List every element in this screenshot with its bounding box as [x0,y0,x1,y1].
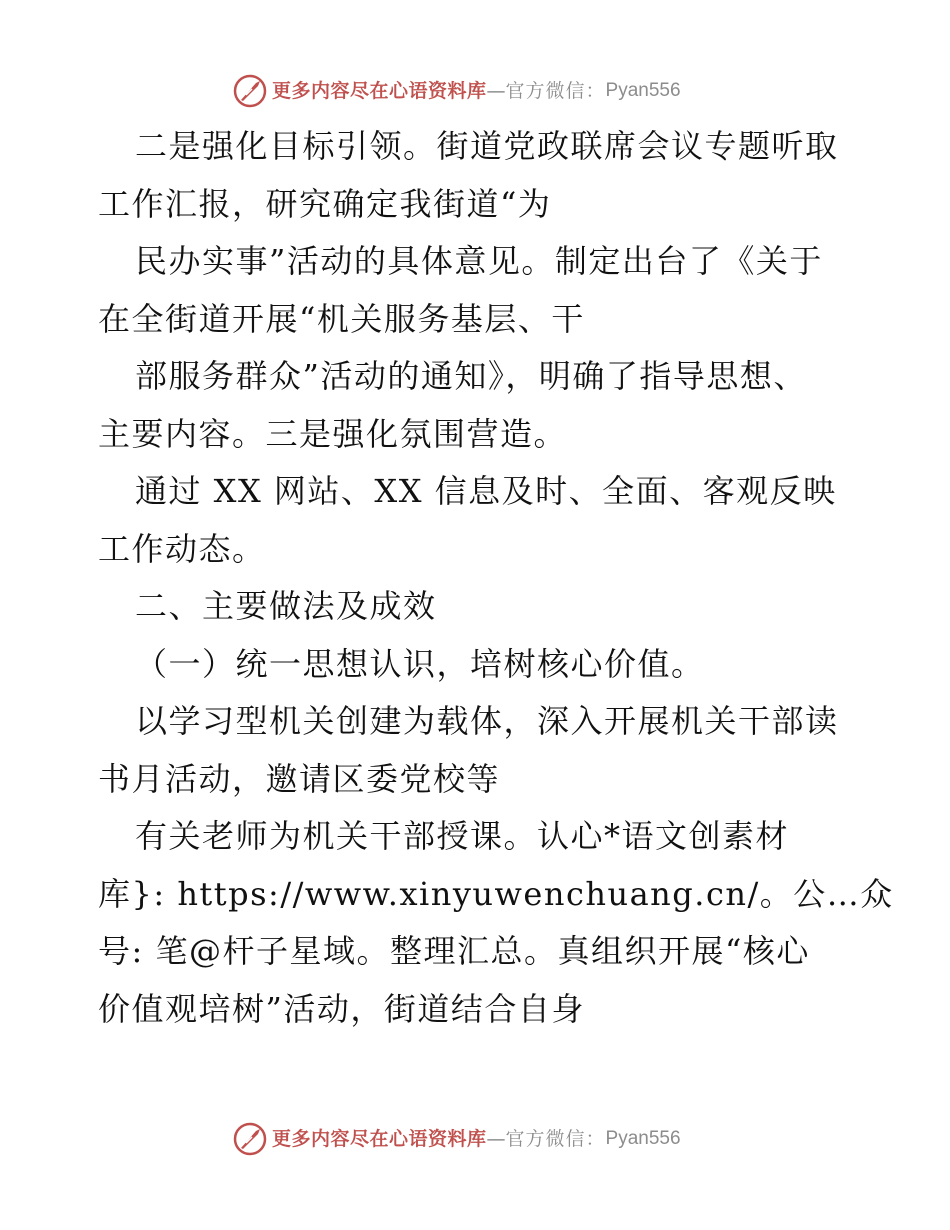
text-line: 部服务群众”活动的通知》，明确了指导思想、 [135,357,807,395]
text-line: 二是强化目标引领。街道党政联席会议专题听取 [135,127,839,165]
footer-banner [232,1119,752,1159]
subsection-heading: （一）统一思想认识，培树核心价值。 [135,644,705,683]
banner-wechat-id: Pyan556 [605,1128,681,1149]
header-banner [232,71,752,111]
text-line: 书月活动，邀请区委党校等 [98,759,501,798]
banner-text: 更多内容尽在心语资料库 [272,1128,487,1150]
text-line: 库}: https://www.xinyuwenchuang.cn/。公…众 [98,874,894,913]
text-line: 价值观培树”活动，街道结合自身 [98,989,585,1028]
text-line: 民办实事”活动的具体意见。制定出台了《关于 [135,242,823,280]
text-line: 在全街道开展“机关服务基层、干 [98,299,585,338]
text-line: 通过 XX 网站、XX 信息及时、全面、客观反映 [135,472,837,510]
text-line: 工作动态。 [98,529,266,568]
banner-text: 更多内容尽在心语资料库 [272,80,487,102]
banner-wechat-label: 官方微信： [505,1128,606,1150]
document-body [98,118,894,1038]
text-line: 有关老师为机关干部授课。认心*语文创素材 [135,817,790,855]
text-line: 工作汇报，研究确定我街道“为 [98,184,552,223]
banner-wechat-label: 官方微信： [505,80,606,102]
banner-dash: — [486,80,506,102]
text-line: 号: 笔@杆子星域。整理汇总。真组织开展“核心 [98,932,810,970]
section-heading: 二、主要做法及成效 [135,587,437,625]
text-line: 主要内容。三是强化氛围营造。 [98,414,568,453]
quill-pen-logo-icon [232,1121,268,1157]
quill-pen-logo-icon [232,73,268,109]
text-line: 以学习型机关创建为载体，深入开展机关干部读 [135,702,839,740]
banner-dash: — [486,1128,506,1150]
banner-wechat-id: Pyan556 [605,80,681,101]
